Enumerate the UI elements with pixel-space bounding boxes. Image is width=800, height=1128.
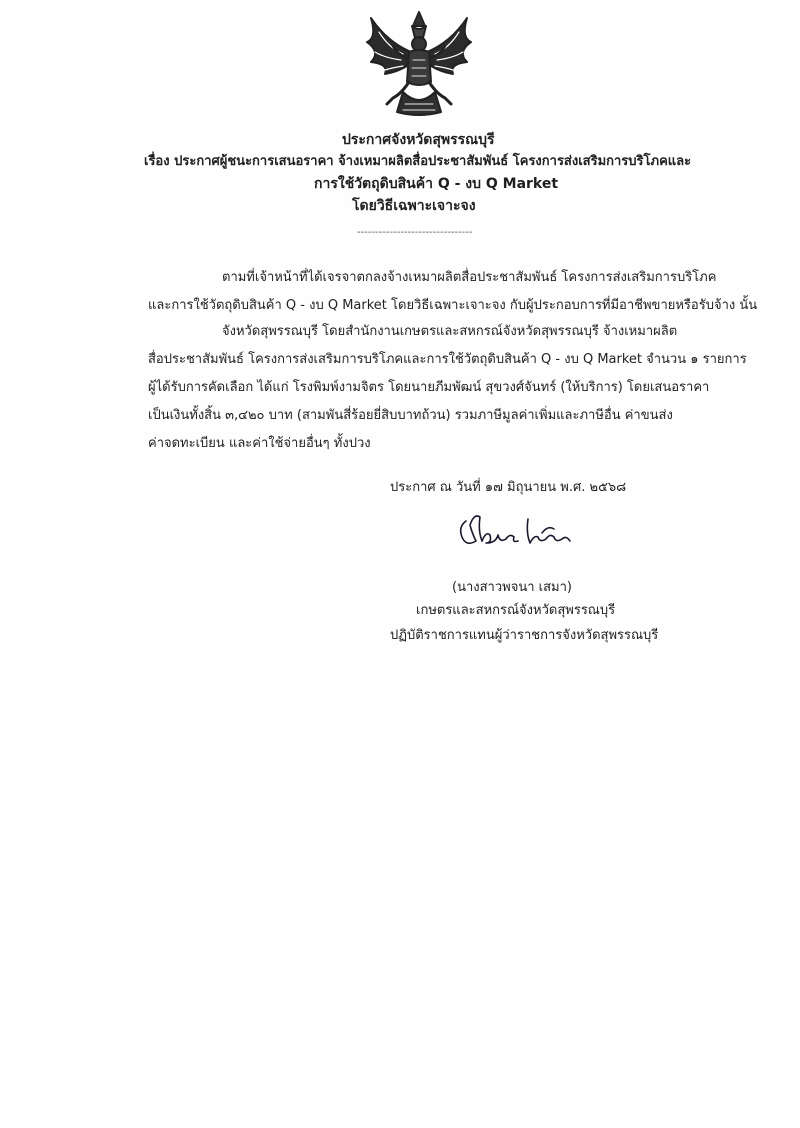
announcement-date: ประกาศ ณ วันที่ ๑๗ มิถุนายน พ.ศ. ๒๕๖๘ (390, 480, 627, 495)
handwritten-signature (456, 503, 576, 563)
paragraph-2-line-2: สื่อประชาสัมพันธ์ โครงการส่งเสริมการบริโภคและการใช้วัตถุดิบสินค้า Q - งบ Q Market จำนวน ๑ รายการ (148, 352, 747, 367)
garuda-emblem (357, 8, 481, 120)
paragraph-2-line-3: ผู้ได้รับการคัดเลือก ได้แก่ โรงพิมพ์งามจิตร โดยนายภีมพัฒน์ สุขวงศ์จันทร์ (ให้บริการ) โดยเสนอราคา (148, 380, 710, 395)
signatory-position-2: ปฏิบัติราชการแทนผู้ว่าราชการจังหวัดสุพรรณบุรี (390, 628, 659, 643)
paragraph-2-line-4: เป็นเงินทั้งสิ้น ๓,๔๒๐ บาท (สามพันสี่ร้อยยี่สิบบาทถ้วน) รวมภาษีมูลค่าเพิ่มและภาษีอื่น ค่าขนส่ง (148, 408, 673, 423)
signatory-name: (นางสาวพจนา เสมา) (452, 580, 572, 595)
announcement-title: ประกาศจังหวัดสุพรรณบุรี (342, 132, 495, 148)
paragraph-2-line-5: ค่าจดทะเบียน และค่าใช้จ่ายอื่นๆ ทั้งปวง (148, 436, 371, 451)
subject-line-2: การใช้วัตถุดิบสินค้า Q - งบ Q Market (314, 176, 559, 192)
paragraph-1-line-2: และการใช้วัตถุดิบสินค้า Q - งบ Q Market โดยวิธีเฉพาะเจาะจง กับผู้ประกอบการที่มีอาชีพขายหรือรับจ้าง นั้น (148, 298, 758, 313)
paragraph-2-line-1: จังหวัดสุพรรณบุรี โดยสำนักงานเกษตรและสหกรณ์จังหวัดสุพรรณบุรี จ้างเหมาผลิต (222, 324, 678, 339)
subject-line-3: โดยวิธีเฉพาะเจาะจง (352, 198, 476, 214)
header-separator: -------------------------------- (357, 227, 473, 238)
signatory-position-1: เกษตรและสหกรณ์จังหวัดสุพรรณบุรี (416, 603, 616, 618)
subject-line-1: เรื่อง ประกาศผู้ชนะการเสนอราคา จ้างเหมาผลิตสื่อประชาสัมพันธ์ โครงการส่งเสริมการบริโภคและ (144, 154, 692, 169)
paragraph-1-line-1: ตามที่เจ้าหน้าที่ได้เจรจาตกลงจ้างเหมาผลิตสื่อประชาสัมพันธ์ โครงการส่งเสริมการบริโภค (222, 270, 717, 285)
